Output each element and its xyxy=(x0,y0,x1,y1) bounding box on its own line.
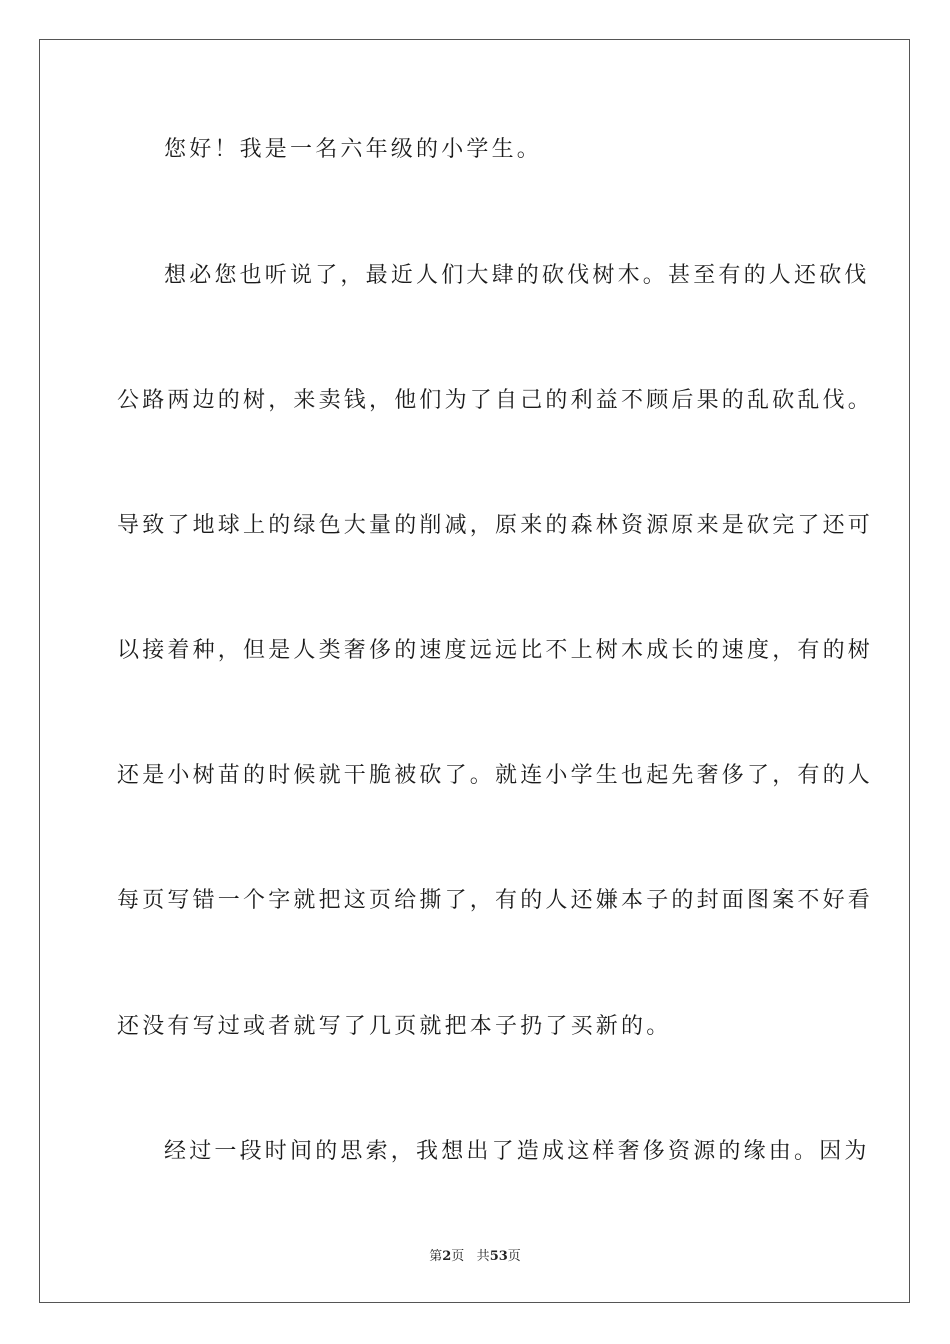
text-line-1: 您好！我是一名六年级的小学生。 xyxy=(164,137,543,162)
footer-total-suffix: 页 xyxy=(507,1249,521,1264)
footer-page-prefix: 第 xyxy=(429,1249,443,1264)
footer-total-pages: 53 xyxy=(489,1249,508,1264)
text-line-3: 公路两边的树，来卖钱，他们为了自己的利益不顾后果的乱砍乱伐。 xyxy=(117,388,874,413)
text-line-6: 还是小树苗的时候就干脆被砍了。就连小学生也起先奢侈了，有的人 xyxy=(117,763,874,788)
page-border xyxy=(39,39,910,1303)
text-line-7: 每页写错一个字就把这页给撕了，有的人还嫌本子的封面图案不好看 xyxy=(117,888,874,913)
text-line-2: 想必您也听说了，最近人们大肆的砍伐树木。甚至有的人还砍伐 xyxy=(164,263,870,288)
footer-page-suffix: 页 xyxy=(451,1249,465,1264)
text-line-4: 导致了地球上的绿色大量的削减，原来的森林资源原来是砍完了还可 xyxy=(117,513,874,538)
footer-total-prefix: 共 xyxy=(476,1249,490,1264)
text-line-8: 还没有写过或者就写了几页就把本子扔了买新的。 xyxy=(117,1014,672,1039)
text-line-9: 经过一段时间的思索，我想出了造成这样奢侈资源的缘由。因为 xyxy=(164,1139,870,1164)
page-footer xyxy=(0,1248,950,1266)
footer-page-number: 2 xyxy=(442,1249,452,1264)
text-line-5: 以接着种，但是人类奢侈的速度远远比不上树木成长的速度，有的树 xyxy=(117,638,874,663)
